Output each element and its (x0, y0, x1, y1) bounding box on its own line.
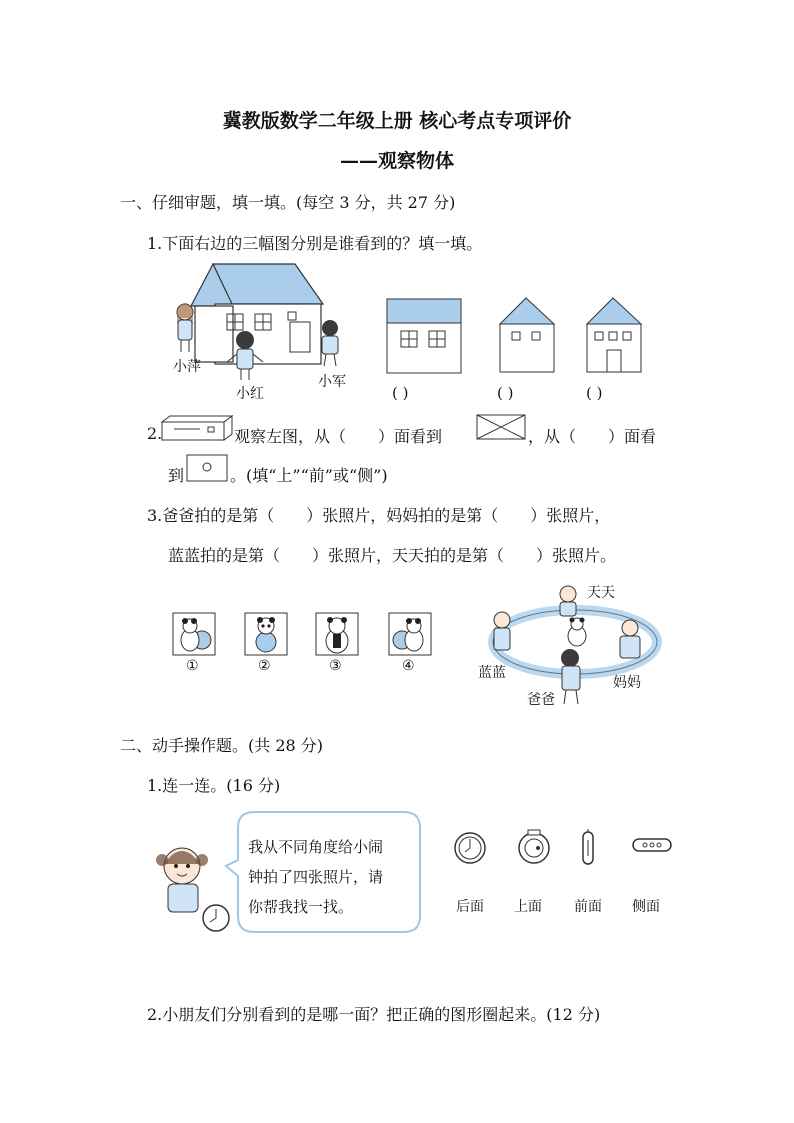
person-label: 小萍 (173, 359, 201, 375)
view-front (385, 297, 465, 377)
q2-text-a: 观察左图，从（ ）面看到 (234, 427, 443, 446)
person-label: 妈妈 (613, 675, 641, 691)
answer-blank[interactable]: ( ) (497, 384, 514, 402)
q2-text-d: 。(填“上”“前”或“侧”) (230, 466, 388, 485)
clock-front-icon (578, 828, 598, 868)
page-title: 冀教版数学二年级上册 核心考点专项评价 (222, 110, 572, 132)
panda-photos (172, 612, 432, 658)
bubble-text (248, 832, 383, 922)
q2-text-c: 到 (168, 466, 185, 485)
person-label: 天天 (587, 585, 615, 601)
q2-number: 2. (147, 424, 163, 443)
view-label: 前面 (574, 899, 602, 915)
s2-q1-text: 1.连一连。(16 分) (147, 776, 281, 795)
person-label: 小军 (318, 374, 346, 390)
bubble-line: 你帮我找一找。 (248, 898, 354, 916)
person-label: 爸爸 (527, 692, 555, 708)
person-label: 小红 (236, 386, 264, 402)
view-label: 上面 (514, 899, 542, 915)
answer-blank[interactable]: ( ) (392, 384, 409, 402)
clock-top-icon (516, 828, 552, 866)
bubble-line: 钟拍了四张照片，请 (248, 868, 384, 886)
envelope-view-icon (476, 414, 526, 440)
page-subtitle: ——观察物体 (339, 150, 454, 172)
clock-side-icon (632, 838, 672, 852)
bubble-line: 我从不同角度给小闹 (248, 838, 384, 856)
section1-heading: 一、仔细审题，填一填。(每空 3 分，共 27 分) (120, 193, 456, 212)
view-label: 后面 (456, 899, 484, 915)
answer-blank[interactable]: ( ) (586, 384, 603, 402)
photo-label: ③ (329, 658, 342, 674)
q3-line2: 蓝蓝拍的是第（ ）张照片，天天拍的是第（ ）张照片。 (168, 546, 617, 565)
circle-view-icon (186, 454, 228, 482)
photo-label: ① (186, 658, 199, 674)
view-side-b (585, 296, 645, 376)
view-label: 侧面 (632, 899, 660, 915)
photo-label: ④ (402, 658, 415, 674)
section2-heading: 二、动手操作题。(共 28 分) (120, 736, 324, 755)
photo-label: ② (258, 658, 271, 674)
box-3d-icon (160, 414, 234, 442)
s2-q2-text: 2.小朋友们分别看到的是哪一面？把正确的图形圈起来。(12 分) (147, 1005, 601, 1024)
q1-text: 1.下面右边的三幅图分别是谁看到的？填一填。 (147, 234, 483, 253)
view-side-a (498, 296, 558, 376)
q2-text-b: ，从（ ）面看 (528, 427, 657, 446)
q3-line1: 3.爸爸拍的是第（ ）张照片，妈妈拍的是第（ ）张照片， (147, 506, 611, 525)
clock-back-icon (452, 830, 488, 866)
person-label: 蓝蓝 (478, 665, 506, 681)
